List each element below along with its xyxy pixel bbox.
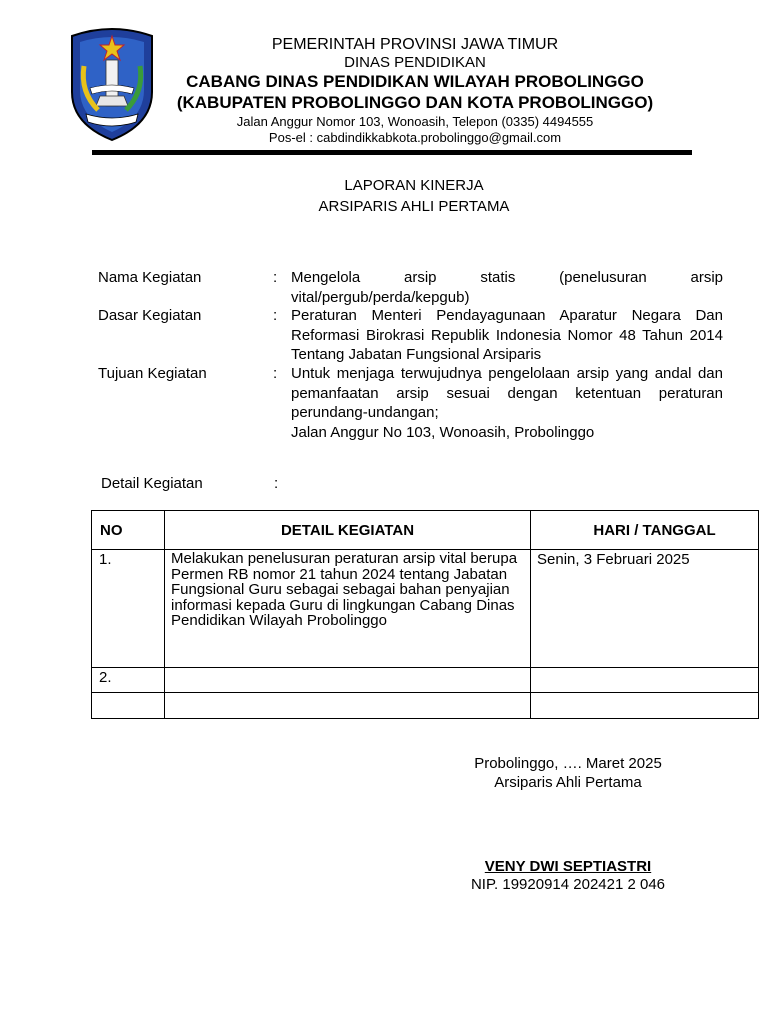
- detail-kegiatan-colon: :: [274, 475, 279, 492]
- signature-role: Arsiparis Ahli Pertama: [494, 774, 642, 791]
- header-date: HARI / TANGGAL: [531, 511, 759, 550]
- signature-place-date: Probolinggo, …. Maret 2025: [474, 755, 662, 772]
- signature-name: VENY DWI SEPTIASTRI: [484, 858, 652, 875]
- table-header-row: [92, 511, 759, 550]
- tujuan-kegiatan-value: [291, 364, 723, 442]
- header-no: NO: [92, 511, 165, 550]
- letterhead-divider: [92, 150, 692, 155]
- row-no: 2.: [92, 668, 165, 693]
- letterhead-government: PEMERINTAH PROVINSI JAWA TIMUR: [271, 36, 559, 53]
- tujuan-kegiatan-text: Untuk menjaga terwujudnya pengelolaan arsip yang andal dan pemanfaatan arsip sesuai dengan ketentuan peraturan perundang-undangan;: [291, 365, 723, 421]
- dasar-kegiatan-value: Peraturan Menteri Pendayagunaan Aparatur Negara Dan Reformasi Birokrasi Republik Indonesia Nomor 48 Tahun 2014 Tentang Jabatan Fungsional Arsiparis: [291, 307, 723, 363]
- signature-nip: NIP. 19920914 202421 2 046: [470, 876, 666, 893]
- table-row: [92, 668, 759, 693]
- dasar-kegiatan-label: Dasar Kegiatan: [98, 307, 202, 324]
- row-detail: [165, 693, 531, 719]
- letterhead: [160, 35, 670, 146]
- east-java-coat-of-arms-logo: [66, 26, 158, 142]
- table-row: [92, 693, 759, 719]
- row-no: [92, 693, 165, 719]
- letterhead-region: (KABUPATEN PROBOLINGGO DAN KOTA PROBOLINGGO): [176, 93, 654, 112]
- nama-kegiatan-colon: :: [273, 269, 278, 286]
- row-date: [531, 693, 759, 719]
- letterhead-email: Pos-el : cabdindikkabkota.probolinggo@gmail.com: [268, 130, 562, 145]
- row-detail: [165, 668, 531, 693]
- row-no: 1.: [92, 550, 165, 668]
- nama-kegiatan-label: Nama Kegiatan: [98, 269, 202, 286]
- letterhead-address: Jalan Anggur Nomor 103, Wonoasih, Telepon (0335) 4494555: [236, 114, 594, 129]
- activity-table: [91, 510, 759, 719]
- letterhead-branch: CABANG DINAS PENDIDIKAN WILAYAH PROBOLINGGO: [186, 72, 644, 91]
- letterhead-agency: DINAS PENDIDIKAN: [344, 54, 486, 71]
- header-detail: DETAIL KEGIATAN: [165, 511, 531, 550]
- tujuan-kegiatan-location: Jalan Anggur No 103, Wonoasih, Probolinggo: [291, 423, 595, 441]
- detail-kegiatan-label: Detail Kegiatan: [101, 475, 203, 492]
- dasar-kegiatan-colon: :: [273, 307, 278, 324]
- report-subtitle: ARSIPARIS AHLI PERTAMA: [318, 198, 510, 215]
- tujuan-kegiatan-colon: :: [273, 365, 278, 382]
- tujuan-kegiatan-label: Tujuan Kegiatan: [98, 365, 207, 382]
- nama-kegiatan-value: Mengelola arsip statis (penelusuran arsip vital/pergub/perda/kepgub): [291, 269, 723, 306]
- report-title: LAPORAN KINERJA: [344, 177, 484, 194]
- row-date: [531, 668, 759, 693]
- table-row: [92, 550, 759, 668]
- row-date: Senin, 3 Februari 2025: [531, 550, 759, 668]
- row-detail: Melakukan penelusuran peraturan arsip vital berupa Permen RB nomor 21 tahun 2024 tentang Jabatan Fungsional Guru sebagai sebagai bahan penyajian informasi kepada Guru di lingkungan Cabang Dinas Pendidikan Wilayah Probolinggo: [165, 550, 531, 668]
